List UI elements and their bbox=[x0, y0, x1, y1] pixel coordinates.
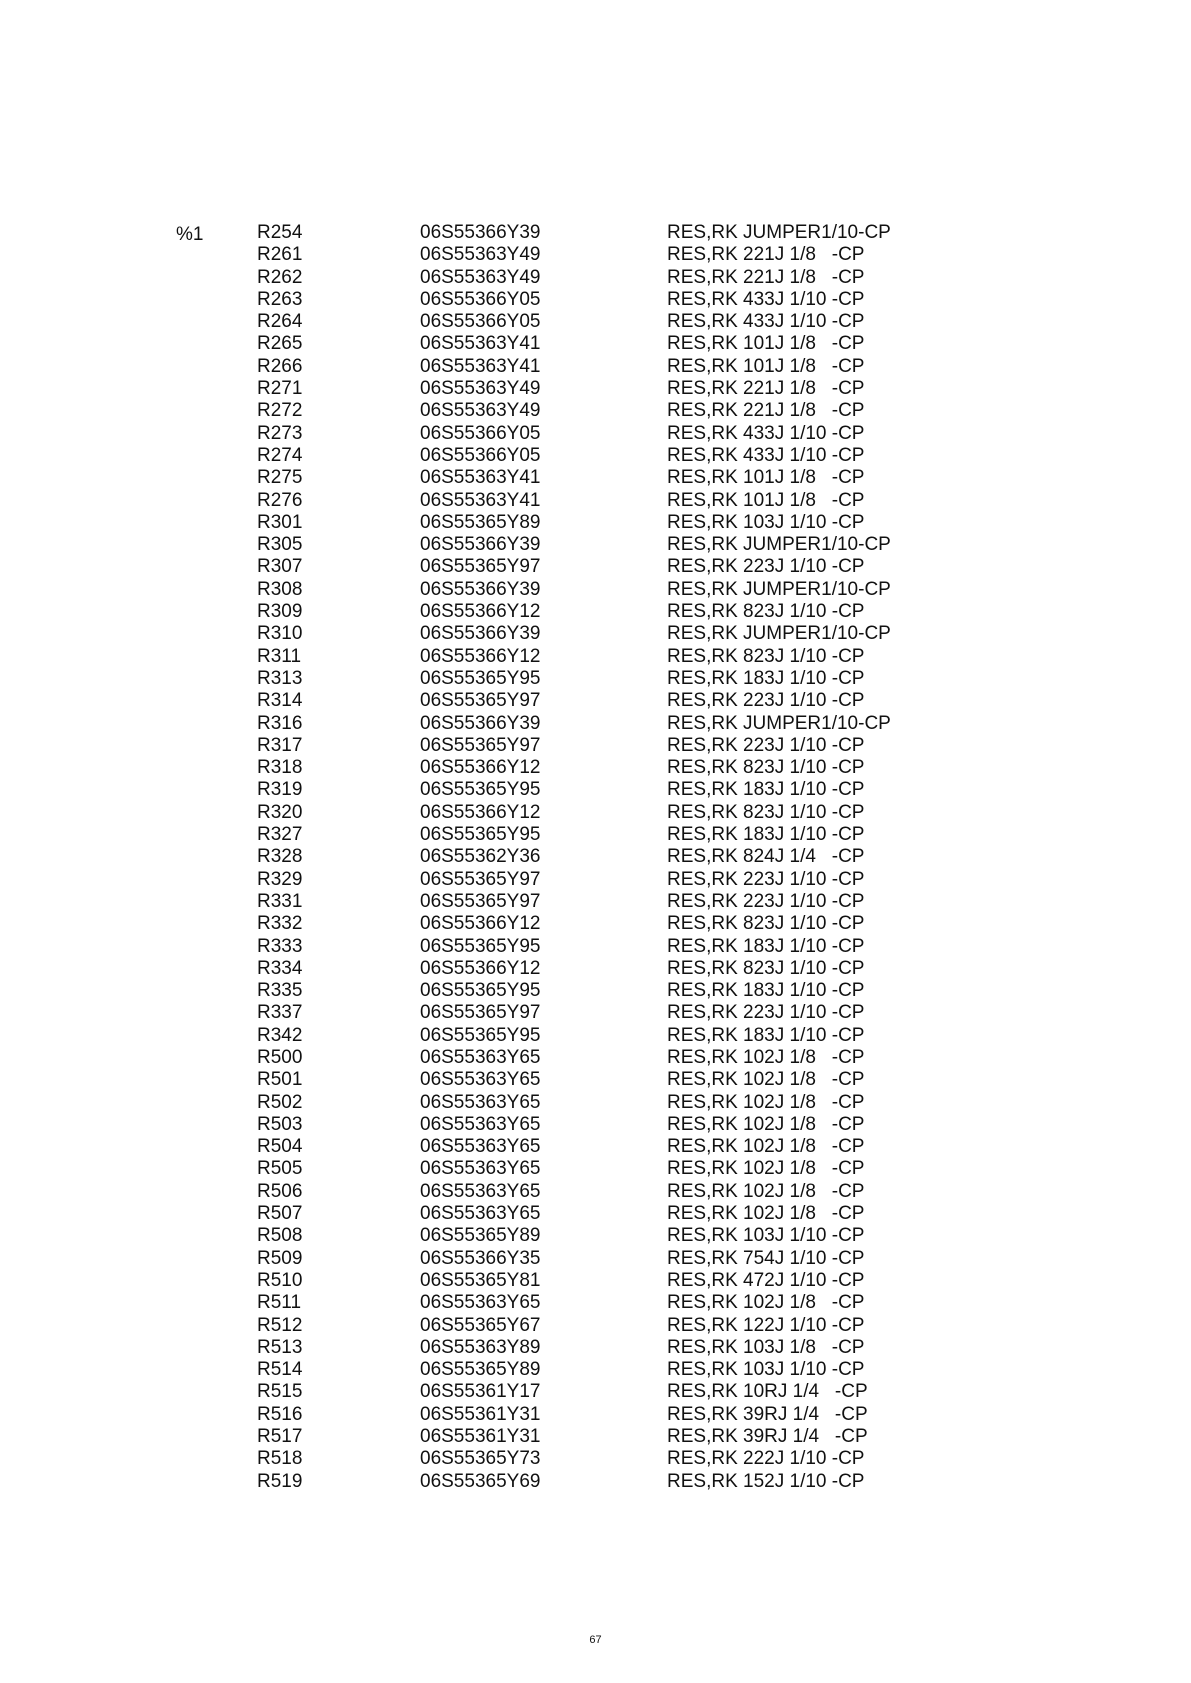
part-code: 06S55365Y97 bbox=[420, 556, 541, 578]
part-row bbox=[0, 1025, 1191, 1047]
part-reference: R509 bbox=[257, 1247, 303, 1269]
part-reference: R265 bbox=[257, 333, 303, 355]
part-code: 06S55365Y89 bbox=[420, 1225, 541, 1247]
part-description: RES,RK 102J 1/8 -CP bbox=[667, 1203, 865, 1225]
part-reference: R314 bbox=[257, 690, 303, 712]
part-code: 06S55363Y65 bbox=[420, 1046, 541, 1068]
part-row bbox=[0, 244, 1191, 266]
part-description: RES,RK 433J 1/10 -CP bbox=[667, 311, 865, 333]
part-code: 06S55363Y41 bbox=[420, 333, 541, 355]
part-description: RES,RK 101J 1/8 -CP bbox=[667, 333, 865, 355]
part-description: RES,RK 122J 1/10 -CP bbox=[667, 1314, 865, 1336]
part-reference: R272 bbox=[257, 400, 303, 422]
part-description: RES,RK 101J 1/8 -CP bbox=[667, 355, 865, 377]
part-description: RES,RK 433J 1/10 -CP bbox=[667, 444, 865, 466]
part-reference: R313 bbox=[257, 667, 303, 689]
part-row bbox=[0, 289, 1191, 311]
part-reference: R334 bbox=[257, 957, 303, 979]
part-reference: R319 bbox=[257, 779, 303, 801]
part-reference: R320 bbox=[257, 801, 303, 823]
part-code: 06S55363Y41 bbox=[420, 467, 541, 489]
part-reference: R307 bbox=[257, 556, 303, 578]
part-code: 06S55365Y67 bbox=[420, 1314, 541, 1336]
part-code: 06S55365Y97 bbox=[420, 1002, 541, 1024]
part-code: 06S55365Y95 bbox=[420, 1024, 541, 1046]
part-reference: R316 bbox=[257, 712, 303, 734]
part-row bbox=[0, 1471, 1191, 1493]
part-reference: R311 bbox=[257, 645, 302, 667]
part-description: RES,RK 433J 1/10 -CP bbox=[667, 422, 865, 444]
part-code: 06S55363Y65 bbox=[420, 1136, 541, 1158]
part-row bbox=[0, 445, 1191, 467]
part-row bbox=[0, 512, 1191, 534]
part-row bbox=[0, 713, 1191, 735]
part-row bbox=[0, 1337, 1191, 1359]
part-code: 06S55363Y65 bbox=[420, 1113, 541, 1135]
part-description: RES,RK 823J 1/10 -CP bbox=[667, 757, 865, 779]
part-description: RES,RK 103J 1/10 -CP bbox=[667, 511, 865, 533]
part-reference: R332 bbox=[257, 913, 303, 935]
part-description: RES,RK 101J 1/8 -CP bbox=[667, 489, 865, 511]
part-row bbox=[0, 690, 1191, 712]
part-reference: R503 bbox=[257, 1113, 303, 1135]
part-description: RES,RK 221J 1/8 -CP bbox=[667, 378, 865, 400]
part-description: RES,RK 103J 1/10 -CP bbox=[667, 1359, 865, 1381]
part-reference: R342 bbox=[257, 1024, 303, 1046]
part-row bbox=[0, 668, 1191, 690]
part-code: 06S55366Y39 bbox=[420, 623, 541, 645]
part-description: RES,RK 823J 1/10 -CP bbox=[667, 645, 865, 667]
part-reference: R513 bbox=[257, 1336, 303, 1358]
part-description: RES,RK 183J 1/10 -CP bbox=[667, 779, 865, 801]
part-description: RES,RK 223J 1/10 -CP bbox=[667, 734, 865, 756]
part-code: 06S55363Y65 bbox=[420, 1069, 541, 1091]
part-description: RES,RK 183J 1/10 -CP bbox=[667, 980, 865, 1002]
part-reference: R273 bbox=[257, 422, 303, 444]
part-reference: R327 bbox=[257, 824, 303, 846]
part-description: RES,RK 39RJ 1/4 -CP bbox=[667, 1426, 868, 1448]
part-description: RES,RK 223J 1/10 -CP bbox=[667, 556, 865, 578]
part-code: 06S55363Y49 bbox=[420, 400, 541, 422]
part-code: 06S55366Y05 bbox=[420, 288, 541, 310]
part-row bbox=[0, 824, 1191, 846]
part-description: RES,RK 223J 1/10 -CP bbox=[667, 690, 865, 712]
part-description: RES,RK 754J 1/10 -CP bbox=[667, 1247, 865, 1269]
part-reference: R261 bbox=[257, 244, 303, 266]
part-row bbox=[0, 1404, 1191, 1426]
part-code: 06S55365Y97 bbox=[420, 734, 541, 756]
part-row bbox=[0, 958, 1191, 980]
part-reference: R510 bbox=[257, 1269, 303, 1291]
part-reference: R317 bbox=[257, 734, 303, 756]
part-description: RES,RK 183J 1/10 -CP bbox=[667, 824, 865, 846]
part-description: RES,RK 433J 1/10 -CP bbox=[667, 288, 865, 310]
part-row bbox=[0, 1225, 1191, 1247]
part-description: RES,RK 823J 1/10 -CP bbox=[667, 801, 865, 823]
part-code: 06S55363Y49 bbox=[420, 244, 541, 266]
part-code: 06S55365Y97 bbox=[420, 868, 541, 890]
part-reference: R507 bbox=[257, 1203, 303, 1225]
part-row bbox=[0, 1002, 1191, 1024]
part-reference: R511 bbox=[257, 1292, 302, 1314]
part-code: 06S55365Y97 bbox=[420, 690, 541, 712]
part-row bbox=[0, 1136, 1191, 1158]
part-description: RES,RK 221J 1/8 -CP bbox=[667, 244, 865, 266]
part-code: 06S55366Y12 bbox=[420, 801, 541, 823]
part-code: 06S55366Y05 bbox=[420, 311, 541, 333]
part-row bbox=[0, 423, 1191, 445]
part-row bbox=[0, 222, 1191, 244]
part-reference: R518 bbox=[257, 1448, 303, 1470]
part-reference: R512 bbox=[257, 1314, 303, 1336]
part-row bbox=[0, 1270, 1191, 1292]
part-reference: R500 bbox=[257, 1046, 303, 1068]
part-code: 06S55366Y39 bbox=[420, 712, 541, 734]
part-description: RES,RK 103J 1/10 -CP bbox=[667, 1225, 865, 1247]
part-description: RES,RK 39RJ 1/4 -CP bbox=[667, 1403, 868, 1425]
part-row bbox=[0, 802, 1191, 824]
part-code: 06S55366Y05 bbox=[420, 422, 541, 444]
part-code: 06S55362Y36 bbox=[420, 846, 541, 868]
part-code: 06S55363Y41 bbox=[420, 355, 541, 377]
part-reference: R308 bbox=[257, 578, 303, 600]
part-description: RES,RK 103J 1/8 -CP bbox=[667, 1336, 865, 1358]
part-reference: R505 bbox=[257, 1158, 303, 1180]
part-code: 06S55365Y89 bbox=[420, 1359, 541, 1381]
part-reference: R329 bbox=[257, 868, 303, 890]
part-row bbox=[0, 556, 1191, 578]
part-description: RES,RK 472J 1/10 -CP bbox=[667, 1269, 865, 1291]
part-reference: R254 bbox=[257, 222, 303, 243]
part-row bbox=[0, 356, 1191, 378]
part-code: 06S55366Y39 bbox=[420, 534, 541, 556]
part-description: RES,RK 221J 1/8 -CP bbox=[667, 400, 865, 422]
part-row bbox=[0, 735, 1191, 757]
part-description: RES,RK 183J 1/10 -CP bbox=[667, 1024, 865, 1046]
part-row bbox=[0, 1315, 1191, 1337]
part-description: RES,RK 102J 1/8 -CP bbox=[667, 1091, 865, 1113]
part-row bbox=[0, 1292, 1191, 1314]
part-reference: R274 bbox=[257, 444, 303, 466]
part-reference: R501 bbox=[257, 1069, 303, 1091]
part-code: 06S55366Y05 bbox=[420, 444, 541, 466]
part-description: RES,RK 10RJ 1/4 -CP bbox=[667, 1381, 868, 1403]
part-row bbox=[0, 757, 1191, 779]
part-row bbox=[0, 1069, 1191, 1091]
part-description: RES,RK 101J 1/8 -CP bbox=[667, 467, 865, 489]
part-description: RES,RK 222J 1/10 -CP bbox=[667, 1448, 865, 1470]
part-description: RES,RK 223J 1/10 -CP bbox=[667, 868, 865, 890]
part-description: RES,RK 102J 1/8 -CP bbox=[667, 1046, 865, 1068]
part-code: 06S55365Y95 bbox=[420, 667, 541, 689]
part-code: 06S55366Y12 bbox=[420, 957, 541, 979]
part-code: 06S55363Y49 bbox=[420, 378, 541, 400]
part-row bbox=[0, 1092, 1191, 1114]
part-code: 06S55363Y65 bbox=[420, 1180, 541, 1202]
part-code: 06S55363Y65 bbox=[420, 1292, 541, 1314]
part-description: RES,RK JUMPER1/10-CP bbox=[667, 712, 891, 734]
part-code: 06S55365Y95 bbox=[420, 779, 541, 801]
part-row bbox=[0, 579, 1191, 601]
part-reference: R271 bbox=[257, 378, 303, 400]
part-reference: R301 bbox=[257, 511, 303, 533]
part-row bbox=[0, 378, 1191, 400]
part-reference: R263 bbox=[257, 288, 303, 310]
part-reference: R337 bbox=[257, 1002, 303, 1024]
part-reference: R333 bbox=[257, 935, 303, 957]
part-row bbox=[0, 534, 1191, 556]
part-reference: R266 bbox=[257, 355, 303, 377]
part-row bbox=[0, 1181, 1191, 1203]
part-reference: R276 bbox=[257, 489, 303, 511]
part-row bbox=[0, 1359, 1191, 1381]
part-reference: R517 bbox=[257, 1426, 303, 1448]
part-description: RES,RK JUMPER1/10-CP bbox=[667, 222, 891, 243]
part-reference: R264 bbox=[257, 311, 303, 333]
part-code: 06S55366Y35 bbox=[420, 1247, 541, 1269]
part-row bbox=[0, 400, 1191, 422]
part-description: RES,RK 221J 1/8 -CP bbox=[667, 266, 865, 288]
part-row bbox=[0, 1248, 1191, 1270]
part-code: 06S55365Y95 bbox=[420, 935, 541, 957]
part-reference: R515 bbox=[257, 1381, 303, 1403]
part-code: 06S55365Y95 bbox=[420, 824, 541, 846]
part-reference: R309 bbox=[257, 601, 303, 623]
part-description: RES,RK 102J 1/8 -CP bbox=[667, 1180, 865, 1202]
part-description: RES,RK 823J 1/10 -CP bbox=[667, 913, 865, 935]
parts-list bbox=[0, 222, 1191, 1493]
part-reference: R514 bbox=[257, 1359, 303, 1381]
part-reference: R506 bbox=[257, 1180, 303, 1202]
part-description: RES,RK 102J 1/8 -CP bbox=[667, 1069, 865, 1091]
part-row bbox=[0, 1381, 1191, 1403]
part-description: RES,RK 183J 1/10 -CP bbox=[667, 935, 865, 957]
part-row bbox=[0, 936, 1191, 958]
part-reference: R502 bbox=[257, 1091, 303, 1113]
part-description: RES,RK 823J 1/10 -CP bbox=[667, 957, 865, 979]
part-code: 06S55363Y65 bbox=[420, 1091, 541, 1113]
part-code: 06S55365Y89 bbox=[420, 511, 541, 533]
part-code: 06S55365Y73 bbox=[420, 1448, 541, 1470]
part-code: 06S55363Y65 bbox=[420, 1203, 541, 1225]
part-row bbox=[0, 1426, 1191, 1448]
part-reference: R305 bbox=[257, 534, 303, 556]
page-number: 67 bbox=[589, 1634, 602, 1646]
part-description: RES,RK JUMPER1/10-CP bbox=[667, 578, 891, 600]
part-description: RES,RK JUMPER1/10-CP bbox=[667, 534, 891, 556]
part-code: 06S55366Y39 bbox=[420, 578, 541, 600]
part-row bbox=[0, 333, 1191, 355]
part-reference: R262 bbox=[257, 266, 303, 288]
part-row bbox=[0, 267, 1191, 289]
part-code: 06S55365Y81 bbox=[420, 1269, 541, 1291]
part-code: 06S55363Y89 bbox=[420, 1336, 541, 1358]
part-row bbox=[0, 891, 1191, 913]
part-row bbox=[0, 601, 1191, 623]
part-code: 06S55361Y31 bbox=[420, 1426, 541, 1448]
part-row bbox=[0, 1203, 1191, 1225]
part-code: 06S55366Y12 bbox=[420, 757, 541, 779]
part-row bbox=[0, 311, 1191, 333]
part-code: 06S55366Y12 bbox=[420, 601, 541, 623]
part-reference: R328 bbox=[257, 846, 303, 868]
part-row bbox=[0, 490, 1191, 512]
part-description: RES,RK 102J 1/8 -CP bbox=[667, 1158, 865, 1180]
part-code: 06S55365Y97 bbox=[420, 890, 541, 912]
part-reference: R318 bbox=[257, 757, 303, 779]
part-row bbox=[0, 980, 1191, 1002]
part-reference: R335 bbox=[257, 980, 303, 1002]
part-code: 06S55361Y31 bbox=[420, 1403, 541, 1425]
part-reference: R519 bbox=[257, 1470, 303, 1492]
part-row bbox=[0, 869, 1191, 891]
part-description: RES,RK 183J 1/10 -CP bbox=[667, 667, 865, 689]
part-row bbox=[0, 1158, 1191, 1180]
part-code: 06S55366Y12 bbox=[420, 645, 541, 667]
part-row bbox=[0, 913, 1191, 935]
change-marker: %1 bbox=[176, 224, 204, 245]
part-code: 06S55365Y95 bbox=[420, 980, 541, 1002]
part-code: 06S55363Y41 bbox=[420, 489, 541, 511]
part-code: 06S55366Y12 bbox=[420, 913, 541, 935]
part-code: 06S55363Y65 bbox=[420, 1158, 541, 1180]
part-row bbox=[0, 779, 1191, 801]
part-row bbox=[0, 646, 1191, 668]
part-reference: R508 bbox=[257, 1225, 303, 1247]
part-description: RES,RK 223J 1/10 -CP bbox=[667, 1002, 865, 1024]
part-description: RES,RK 152J 1/10 -CP bbox=[667, 1470, 865, 1492]
part-description: RES,RK 102J 1/8 -CP bbox=[667, 1113, 865, 1135]
part-description: RES,RK JUMPER1/10-CP bbox=[667, 623, 891, 645]
part-row bbox=[0, 1114, 1191, 1136]
part-description: RES,RK 823J 1/10 -CP bbox=[667, 601, 865, 623]
part-reference: R310 bbox=[257, 623, 303, 645]
part-row bbox=[0, 1448, 1191, 1470]
part-code: 06S55361Y17 bbox=[420, 1381, 541, 1403]
part-description: RES,RK 223J 1/10 -CP bbox=[667, 890, 865, 912]
part-row bbox=[0, 1047, 1191, 1069]
part-code: 06S55365Y69 bbox=[420, 1470, 541, 1492]
part-reference: R331 bbox=[257, 890, 303, 912]
part-code: 06S55363Y49 bbox=[420, 266, 541, 288]
part-code: 06S55366Y39 bbox=[420, 222, 541, 243]
part-row bbox=[0, 467, 1191, 489]
part-reference: R275 bbox=[257, 467, 303, 489]
part-description: RES,RK 102J 1/8 -CP bbox=[667, 1292, 865, 1314]
part-description: RES,RK 824J 1/4 -CP bbox=[667, 846, 865, 868]
part-row bbox=[0, 846, 1191, 868]
part-description: RES,RK 102J 1/8 -CP bbox=[667, 1136, 865, 1158]
part-reference: R516 bbox=[257, 1403, 303, 1425]
part-reference: R504 bbox=[257, 1136, 303, 1158]
part-row bbox=[0, 623, 1191, 645]
